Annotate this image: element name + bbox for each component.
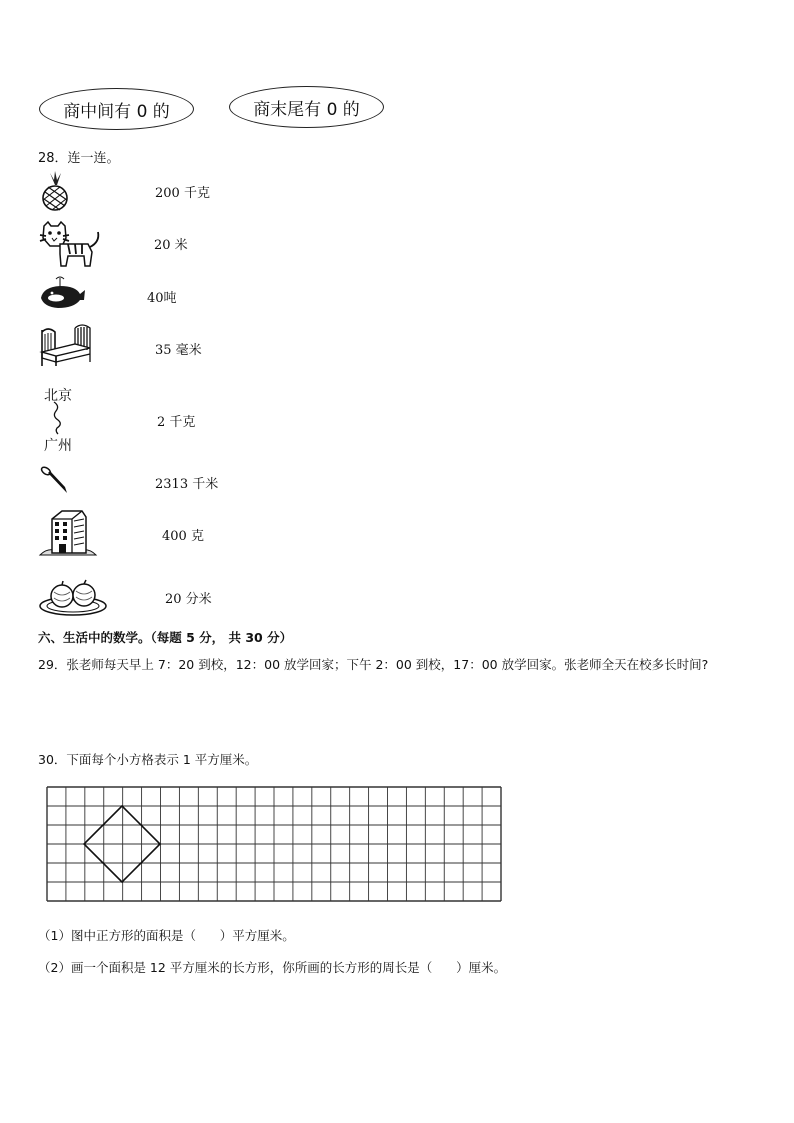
question-30-sub-1: （1）图中正方形的面积是（ ）平方厘米。 <box>38 928 295 943</box>
map-label-guangzhou: 广州 <box>44 438 72 454</box>
item-value-8: 20 分米 <box>165 592 212 607</box>
question-29-text: 29．张老师每天早上 7：20 到校，12：00 放学回家；下午 2：00 到校，17：00 放学回家。张老师全天在校多长时间? <box>38 657 709 672</box>
oval-label: 商末尾有 0 的 <box>253 99 360 120</box>
nail-icon <box>40 466 70 496</box>
item-value-3: 40吨 <box>147 291 177 306</box>
item-value-2: 20 米 <box>154 238 188 253</box>
item-value-5: 2 千克 <box>157 415 196 430</box>
oval-quotient-end-zero <box>229 86 384 128</box>
item-value-4: 35 毫米 <box>155 343 202 358</box>
apples-on-plate-icon <box>38 578 108 616</box>
oval-quotient-middle-zero <box>39 88 194 130</box>
tiger-icon <box>38 220 102 268</box>
building-icon <box>38 507 98 559</box>
map-label-beijing: 北京 <box>44 388 72 404</box>
bed-icon <box>38 322 94 368</box>
item-value-7: 400 克 <box>162 529 204 544</box>
oval-label: 商中间有 0 的 <box>63 101 170 122</box>
item-value-6: 2313 千米 <box>155 477 219 492</box>
question-30-text: 30．下面每个小方格表示 1 平方厘米。 <box>38 752 258 767</box>
square-grid <box>46 786 502 902</box>
pineapple-icon <box>38 171 72 211</box>
question-30-sub-2: （2）画一个面积是 12 平方厘米的长方形，你所画的长方形的周长是（ ）厘米。 <box>38 960 507 975</box>
section-6-heading: 六、生活中的数学。（每题 5 分， 共 30 分） <box>38 630 293 645</box>
question-28-title: 28．连一连。 <box>38 151 120 166</box>
beijing-guangzhou-map-icon <box>44 400 84 434</box>
item-value-1: 200 千克 <box>155 186 210 201</box>
whale-icon <box>38 274 86 312</box>
